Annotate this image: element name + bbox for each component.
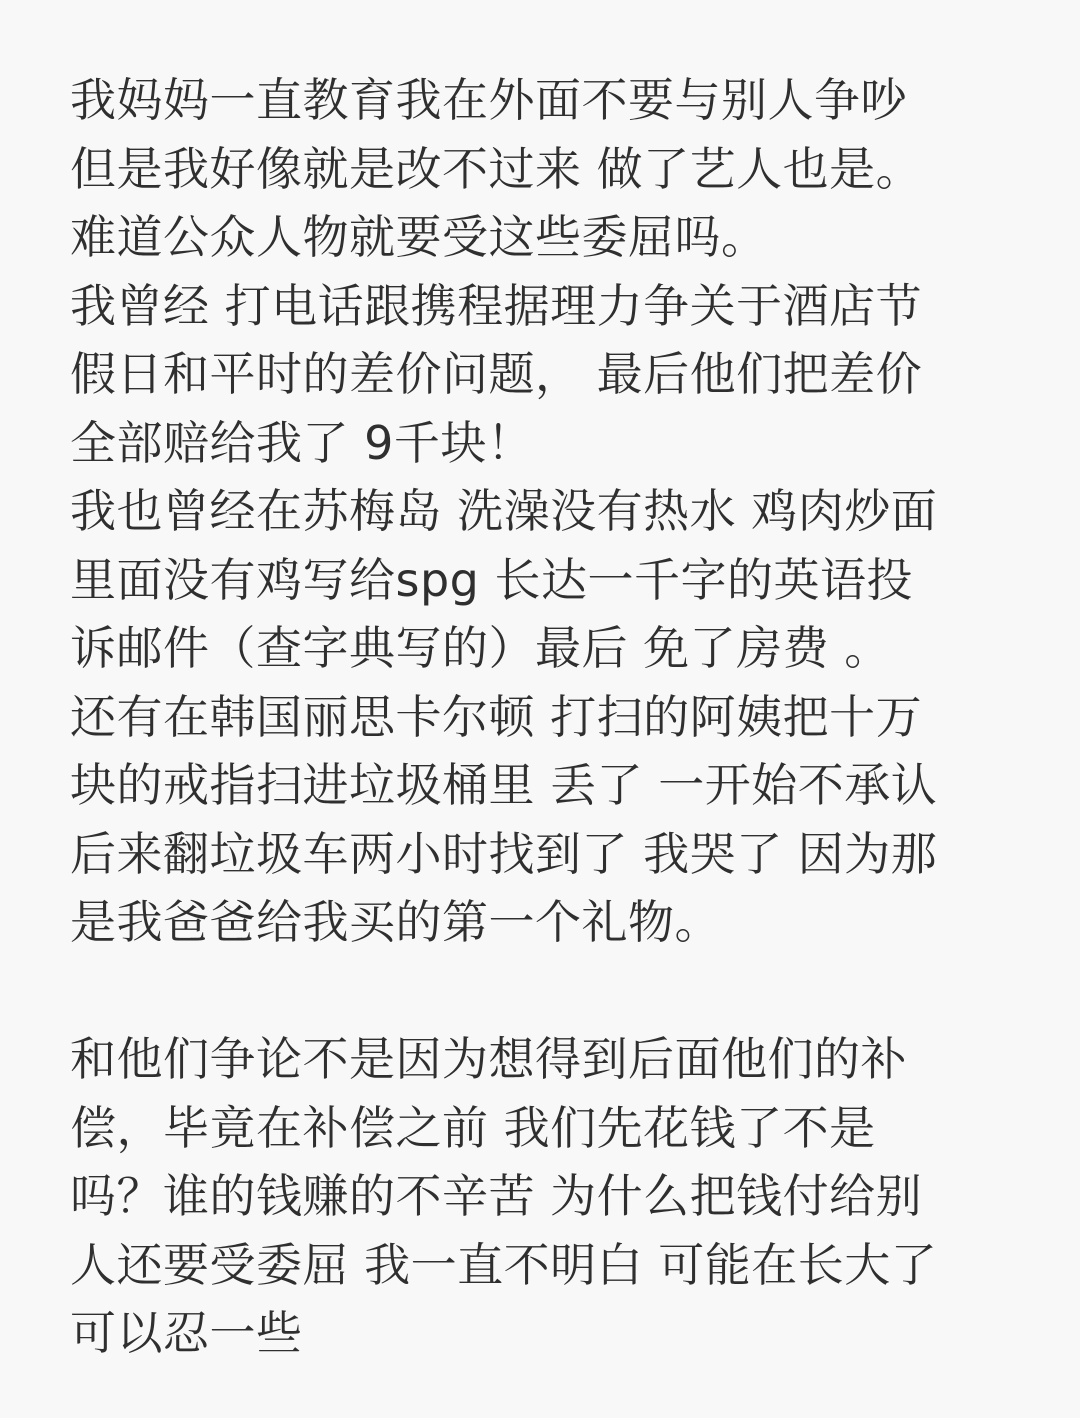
note-line: 我曾经 打电话跟携程据理力争关于酒店节 [70,278,923,333]
note-line: 诉邮件（查字典写的）最后 免了房费 。 [70,621,891,675]
note-line: 和他们争论不是因为想得到后面他们的补 [70,1032,907,1086]
note-line: 还有在韩国丽思卡尔顿 打扫的阿姨把十万 [70,689,923,744]
note-line: 后来翻垃圾车两小时找到了 我哭了 因为那 [70,826,938,881]
note-line: 人还要受委屈 我一直不明白 可能在长大了 [70,1237,938,1292]
note-line: 偿，毕竟在补偿之前 我们先花钱了不是 [70,1100,876,1155]
note-line: 里面没有鸡写给spg 长达一千字的英语投 [70,552,913,607]
note-line: 全部赔给我了 9千块！ [70,415,534,470]
paragraph-gap [70,957,1010,1026]
note-line: 我也曾经在苏梅岛 洗澡没有热水 鸡肉炒面 [70,484,938,538]
note-line: 假日和平时的差价问题， 最后他们把差价 [70,347,923,401]
note-line: 我妈妈一直教育我在外面不要与别人争吵 [70,73,907,127]
note-line: 但是我好像就是改不过来 做了艺人也是。 [70,141,923,196]
note-line: 难道公众人物就要受这些委屈吗。 [70,210,768,264]
note-line: 吗？谁的钱赚的不辛苦 为什么把钱付给别 [70,1169,923,1223]
note-body [70,66,1010,1368]
note-line: 块的戒指扫进垃圾桶里 丢了 一开始不承认 [70,758,938,812]
note-line: 是我爸爸给我买的第一个礼物。 [70,895,721,949]
note-line: 可以忍一些 [70,1306,303,1360]
